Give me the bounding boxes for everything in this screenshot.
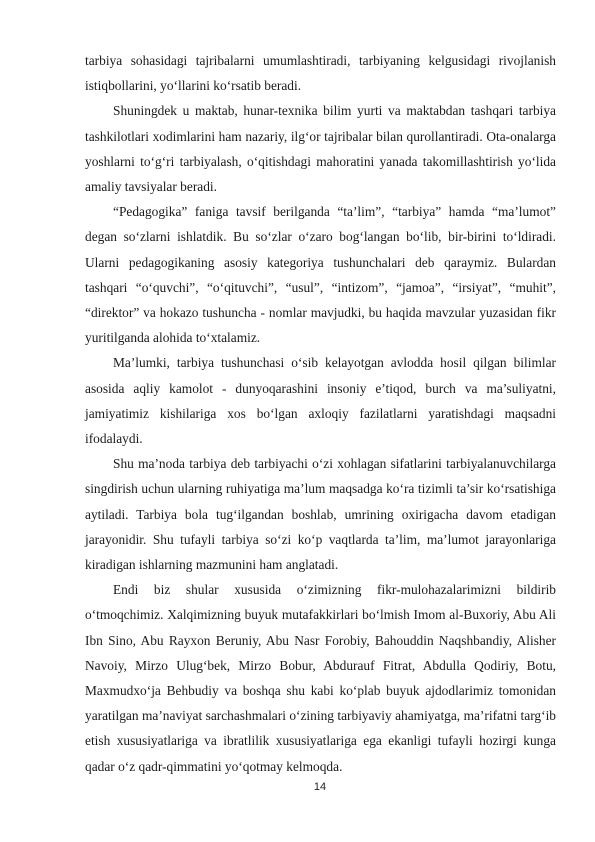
page-number: 14 [313,781,327,793]
document-page [85,48,556,779]
paragraph-3: “Pedagogika” faniga tavsif berilganda “ta’lim”, “tarbiya” hamda “ma’lumot” degan so‘zlarni ishlatdik. Bu so‘zlar o‘zaro bog‘langan bo‘lib, bir-birini to‘ldiradi. Ularni pedagogikaning asosiy kategoriya tushunchalari deb qaraymiz. Bulardan tashqari “o‘quvchi”, “o‘qituvchi”, “usul”, “intizom”, “jamoa”, “irsiyat”, “muhit”, “direktor” va hokazo tushuncha - nomlar mavjudki, bu haqida mavzular yuzasidan fikr yuritilganda alohida to‘xtalamiz. [85,204,556,346]
paragraph-2: Shuningdek u maktab, hunar-texnika bilim yurti va maktabdan tashqari tarbiya tashkilotlari xodimlarini ham nazariy, ilg‘or tajribalar bilan qurollantiradi. Ota-onalarga yoshlarni to‘g‘ri tarbiyalash, o‘qitishdagi mahoratini yanada takomillashtirish yo‘lida amaliy tavsiyalar beradi. [85,103,556,195]
paragraph-1: tarbiya sohasidagi tajribalarni umumlashtiradi, tarbiyaning kelgusidagi rivojlanish istiqbollarini, yo‘llarini ko‘rsatib beradi. [85,53,556,94]
paragraph-4: Ma’lumki, tarbiya tushunchasi o‘sib kelayotgan avlodda hosil qilgan bilimlar asosida aqliy kamolot - dunyoqarashini insoniy e’tiqod, burch va ma’suliyatni, jamiyatimiz kishilariga xos bo‘lgan axloqiy fazilatlarni yaratishdagi maqsadni ifodalaydi. [85,355,556,447]
paragraph-5: Shu ma’noda tarbiya deb tarbiyachi o‘zi xohlagan sifatlarini tarbiyalanuvchilarga singdirish uchun ularning ruhiyatiga ma’lum maqsadga ko‘ra tizimli ta’sir ko‘rsatishiga aytiladi. Tarbiya bola tug‘ilgandan boshlab, umrining oxirigacha davom etadigan jarayonidir. Shu tufayli tarbiya so‘zi ko‘p vaqtlarda ta’lim, ma’lumot jarayonlariga kiradigan ishlarning mazmunini ham anglatadi. [85,456,556,573]
paragraph-6: Endi biz shular xususida o‘zimizning fikr-mulohazalarimizni bildirib o‘tmoqchimiz. Xalqimizning buyuk mutafakkirlari bo‘lmish Imom al-Buxoriy, Abu Ali Ibn Sino, Abu Rayxon Beruniy, Abu Nasr Forobiy, Bahouddin Naqshbandiy, Alisher Navoiy, Mirzo Ulug‘bek, Mirzo Bobur, Abdurauf Fitrat, Abdulla Qodiriy, Botu, Maxmudxo‘ja Behbudiy va boshqa shu kabi ko‘plab buyuk ajdodlarimiz tomonidan yaratilgan ma’naviyat sarchashmalari o‘zining tarbiyaviy ahamiyatga, ma’rifatni targ‘ib etish xususiyatlariga va ibratlilik xususiyatlariga ega ekanligi tufayli hozirgi kunga qadar o‘z qadr-qimmatini yo‘qotmay kelmoqda. [85,582,556,774]
